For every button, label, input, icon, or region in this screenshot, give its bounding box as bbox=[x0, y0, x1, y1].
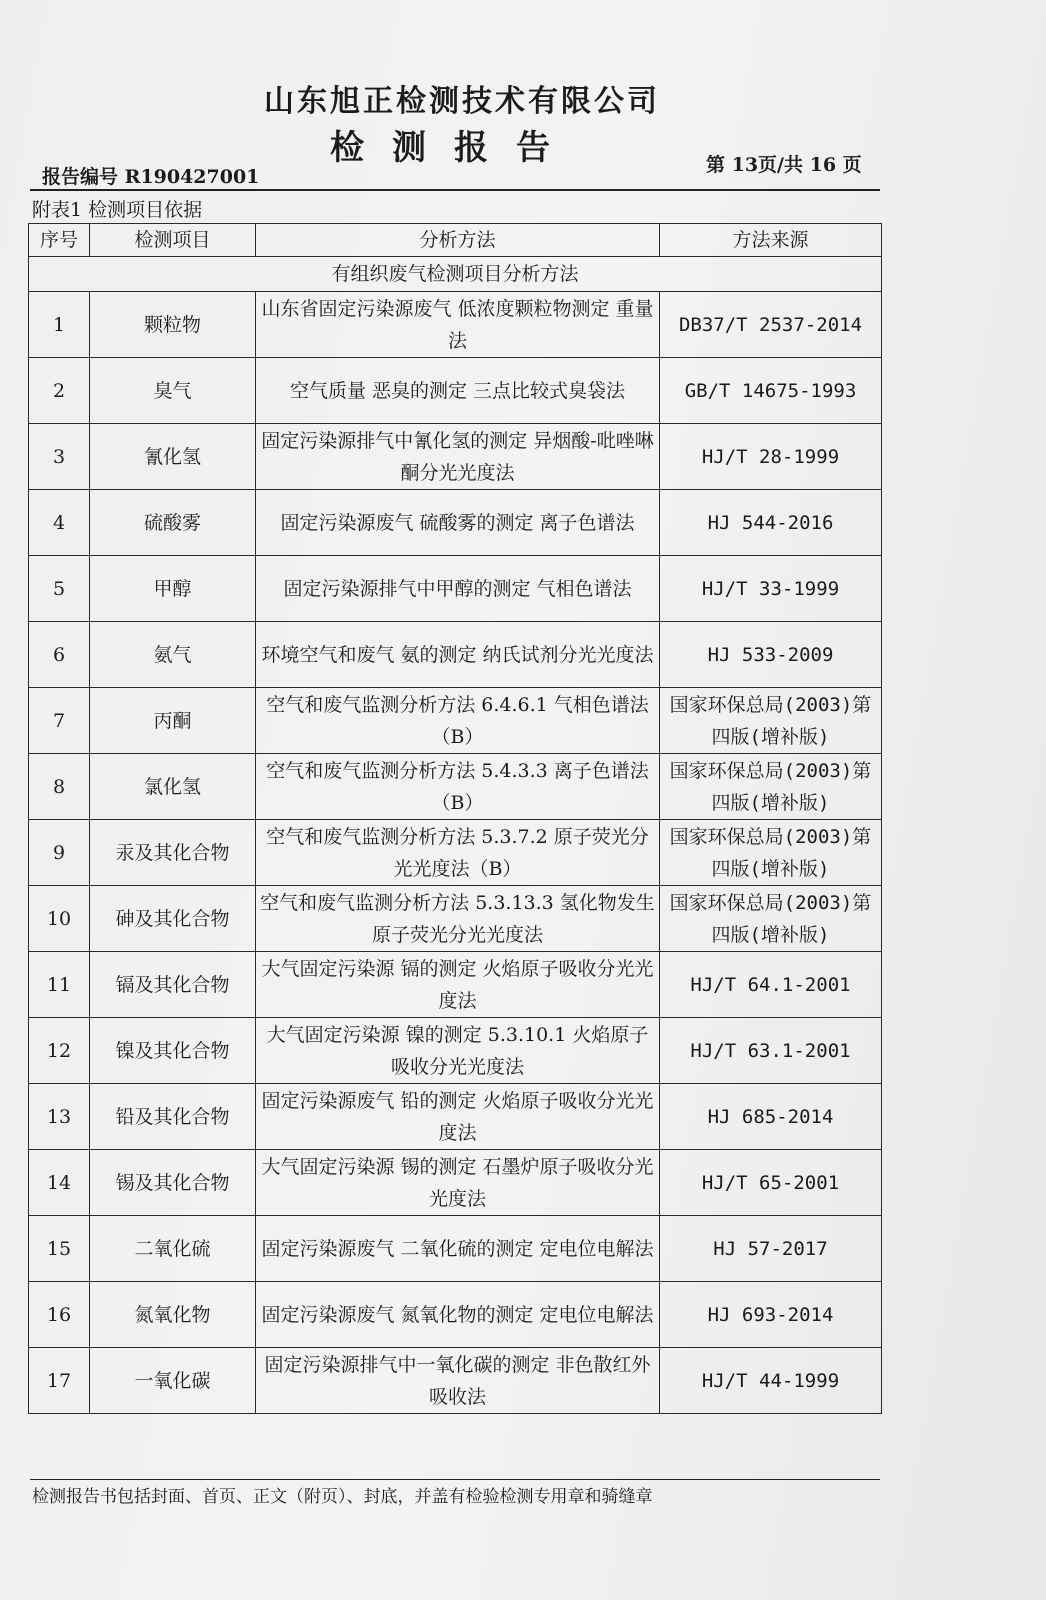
cell-source: HJ 693-2014 bbox=[660, 1282, 882, 1348]
table-row bbox=[29, 358, 882, 424]
cell-no: 16 bbox=[29, 1282, 90, 1348]
cell-item: 氨气 bbox=[90, 622, 256, 688]
cell-method: 固定污染源废气 二氧化硫的测定 定电位电解法 bbox=[256, 1216, 660, 1282]
cell-no: 11 bbox=[29, 952, 90, 1018]
cell-item: 氯化氢 bbox=[90, 754, 256, 820]
table-row bbox=[29, 820, 882, 886]
cell-no: 5 bbox=[29, 556, 90, 622]
cell-item: 氮氧化物 bbox=[90, 1282, 256, 1348]
cell-method: 固定污染源排气中甲醇的测定 气相色谱法 bbox=[256, 556, 660, 622]
cell-method: 空气和废气监测分析方法 6.4.6.1 气相色谱法（B） bbox=[256, 688, 660, 754]
cell-method: 环境空气和废气 氨的测定 纳氏试剂分光光度法 bbox=[256, 622, 660, 688]
cell-source: HJ 57-2017 bbox=[660, 1216, 882, 1282]
column-header-no: 序号 bbox=[29, 224, 90, 257]
page-number: 第 13页/共 16 页 bbox=[706, 154, 862, 176]
table-row bbox=[29, 886, 882, 952]
cell-source: GB/T 14675-1993 bbox=[660, 358, 882, 424]
cell-no: 12 bbox=[29, 1018, 90, 1084]
report-number: 报告编号 R190427001 bbox=[42, 166, 260, 188]
cell-no: 13 bbox=[29, 1084, 90, 1150]
table-row bbox=[29, 1216, 882, 1282]
cell-method: 大气固定污染源 镍的测定 5.3.10.1 火焰原子吸收分光光度法 bbox=[256, 1018, 660, 1084]
cell-no: 4 bbox=[29, 490, 90, 556]
table-header-row bbox=[29, 224, 882, 257]
cell-no: 8 bbox=[29, 754, 90, 820]
table-row bbox=[29, 556, 882, 622]
cell-source: HJ/T 28-1999 bbox=[660, 424, 882, 490]
cell-source: HJ/T 63.1-2001 bbox=[660, 1018, 882, 1084]
cell-source: HJ 544-2016 bbox=[660, 490, 882, 556]
table-row bbox=[29, 1150, 882, 1216]
report-title: 检测报告 bbox=[330, 128, 578, 168]
cell-method: 固定污染源废气 氮氧化物的测定 定电位电解法 bbox=[256, 1282, 660, 1348]
cell-item: 一氧化碳 bbox=[90, 1348, 256, 1414]
cell-method: 大气固定污染源 锡的测定 石墨炉原子吸收分光光度法 bbox=[256, 1150, 660, 1216]
cell-item: 砷及其化合物 bbox=[90, 886, 256, 952]
cell-item: 甲醇 bbox=[90, 556, 256, 622]
cell-no: 6 bbox=[29, 622, 90, 688]
cell-source: HJ 533-2009 bbox=[660, 622, 882, 688]
table-row bbox=[29, 1084, 882, 1150]
cell-method: 空气和废气监测分析方法 5.3.13.3 氢化物发生 原子荧光分光光度法 bbox=[256, 886, 660, 952]
cell-no: 2 bbox=[29, 358, 90, 424]
cell-source: 国家环保总局(2003)第四版(增补版) bbox=[660, 820, 882, 886]
section-row bbox=[29, 257, 882, 292]
cell-source: HJ/T 33-1999 bbox=[660, 556, 882, 622]
table-row bbox=[29, 754, 882, 820]
cell-item: 丙酮 bbox=[90, 688, 256, 754]
table-row bbox=[29, 688, 882, 754]
cell-method: 固定污染源排气中一氧化碳的测定 非色散红外吸收法 bbox=[256, 1348, 660, 1414]
cell-source: HJ/T 65-2001 bbox=[660, 1150, 882, 1216]
table-row bbox=[29, 1018, 882, 1084]
cell-source: HJ/T 64.1-2001 bbox=[660, 952, 882, 1018]
column-header-source: 方法来源 bbox=[660, 224, 882, 257]
cell-source: HJ/T 44-1999 bbox=[660, 1348, 882, 1414]
table-row bbox=[29, 1282, 882, 1348]
table-row bbox=[29, 292, 882, 358]
cell-method: 空气和废气监测分析方法 5.3.7.2 原子荧光分光光度法（B） bbox=[256, 820, 660, 886]
column-header-item: 检测项目 bbox=[90, 224, 256, 257]
cell-method: 山东省固定污染源废气 低浓度颗粒物测定 重量法 bbox=[256, 292, 660, 358]
cell-method: 固定污染源排气中氰化氢的测定 异烟酸-吡唑啉酮分光光度法 bbox=[256, 424, 660, 490]
cell-item: 氰化氢 bbox=[90, 424, 256, 490]
cell-no: 17 bbox=[29, 1348, 90, 1414]
cell-source: 国家环保总局(2003)第四版(增补版) bbox=[660, 754, 882, 820]
cell-no: 15 bbox=[29, 1216, 90, 1282]
appendix-title: 附表1 检测项目依据 bbox=[32, 199, 203, 221]
cell-method: 固定污染源废气 硫酸雾的测定 离子色谱法 bbox=[256, 490, 660, 556]
table-row bbox=[29, 622, 882, 688]
table-row bbox=[29, 424, 882, 490]
cell-item: 二氧化硫 bbox=[90, 1216, 256, 1282]
header-divider bbox=[30, 189, 880, 191]
company-name: 山东旭正检测技术有限公司 bbox=[264, 84, 660, 119]
cell-item: 汞及其化合物 bbox=[90, 820, 256, 886]
table-row bbox=[29, 952, 882, 1018]
cell-source: HJ 685-2014 bbox=[660, 1084, 882, 1150]
table-row bbox=[29, 1348, 882, 1414]
cell-method: 空气质量 恶臭的测定 三点比较式臭袋法 bbox=[256, 358, 660, 424]
column-header-method: 分析方法 bbox=[256, 224, 660, 257]
cell-source: DB37/T 2537-2014 bbox=[660, 292, 882, 358]
footer-note: 检测报告书包括封面、首页、正文（附页）、封底，并盖有检验检测专用章和骑缝章 bbox=[32, 1487, 653, 1507]
test-basis-table bbox=[28, 223, 882, 1414]
cell-item: 铅及其化合物 bbox=[90, 1084, 256, 1150]
cell-no: 7 bbox=[29, 688, 90, 754]
cell-item: 硫酸雾 bbox=[90, 490, 256, 556]
cell-no: 9 bbox=[29, 820, 90, 886]
cell-source: 国家环保总局(2003)第四版(增补版) bbox=[660, 688, 882, 754]
cell-item: 颗粒物 bbox=[90, 292, 256, 358]
footer-divider bbox=[30, 1479, 880, 1480]
cell-no: 1 bbox=[29, 292, 90, 358]
cell-source: 国家环保总局(2003)第四版(增补版) bbox=[660, 886, 882, 952]
cell-item: 臭气 bbox=[90, 358, 256, 424]
cell-method: 大气固定污染源 镉的测定 火焰原子吸收分光光度法 bbox=[256, 952, 660, 1018]
cell-method: 固定污染源废气 铅的测定 火焰原子吸收分光光度法 bbox=[256, 1084, 660, 1150]
section-title: 有组织废气检测项目分析方法 bbox=[29, 257, 882, 292]
cell-item: 镉及其化合物 bbox=[90, 952, 256, 1018]
cell-no: 14 bbox=[29, 1150, 90, 1216]
cell-no: 3 bbox=[29, 424, 90, 490]
cell-item: 锡及其化合物 bbox=[90, 1150, 256, 1216]
cell-method: 空气和废气监测分析方法 5.4.3.3 离子色谱法（B） bbox=[256, 754, 660, 820]
table-row bbox=[29, 490, 882, 556]
cell-item: 镍及其化合物 bbox=[90, 1018, 256, 1084]
cell-no: 10 bbox=[29, 886, 90, 952]
